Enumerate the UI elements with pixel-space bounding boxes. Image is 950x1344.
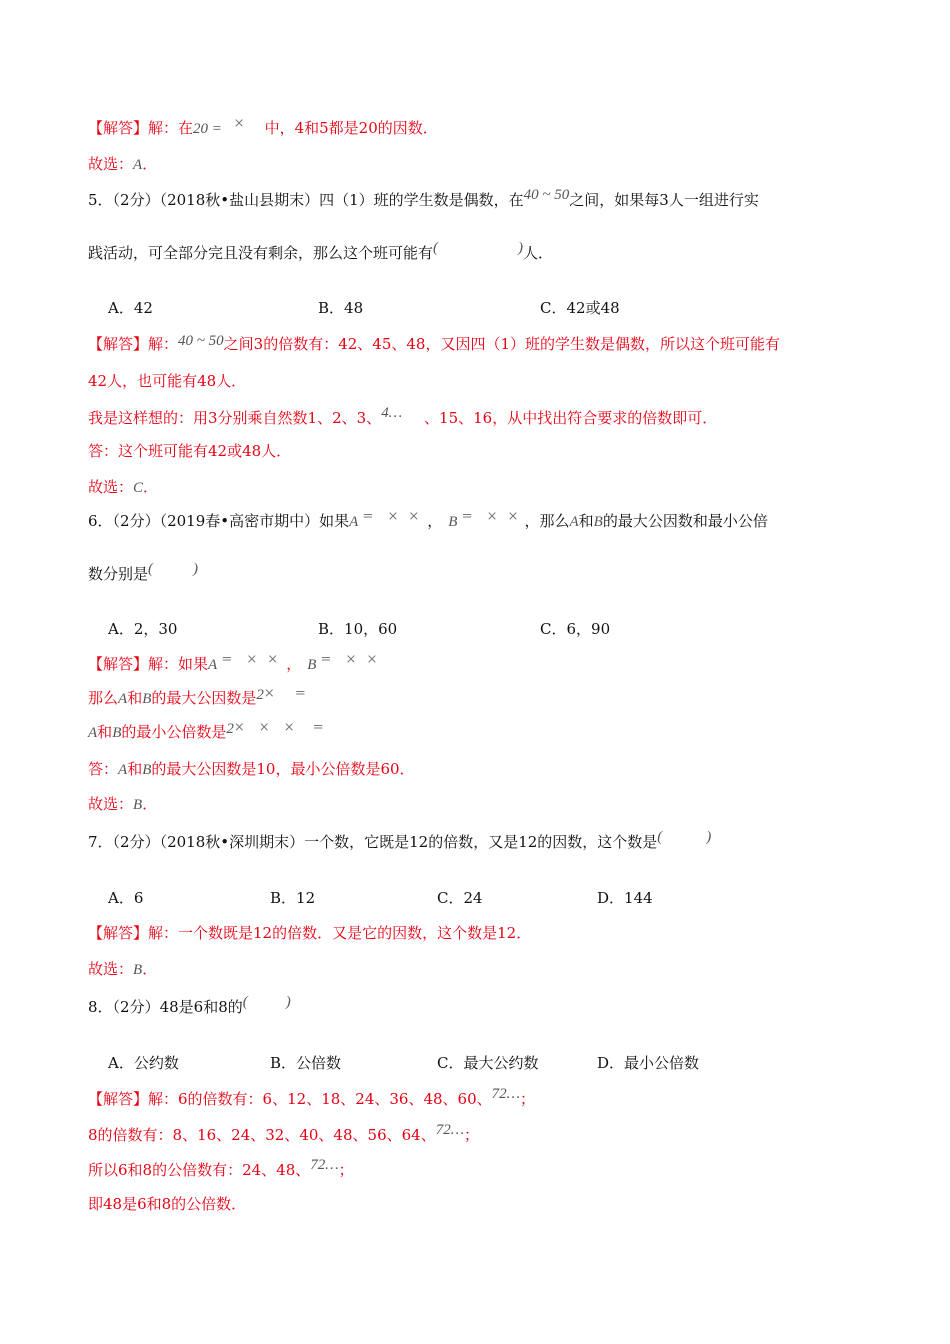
math-expr: 20 = (193, 121, 226, 137)
q7-stem: 7．（2分）（2018秋•深圳期末）一个数，它既是12的倍数，又是12的因数，这个数是( ) (88, 829, 712, 851)
q6-solution-line4: 答：A和B的最大公因数是10，最小公倍数是60． (88, 760, 415, 778)
q5-solution-line1: 【解答】解：40 ~ 50之间3的倍数有：42、45、48，又因四（1）班的学生数是偶数，所以这个班可能有 (88, 333, 781, 353)
solution-tag: 【解答】 (88, 119, 149, 137)
q8-stem: 8．（2分）48是6和8的( ) (88, 994, 291, 1016)
q7-solution: 【解答】解：一个数既是12的倍数．又是它的因数，这个数是12． (88, 924, 532, 942)
q6-solution-line2: 那么A和B的最大公因数是2× = (88, 686, 306, 707)
q5-stem-line2: 践活动，可全部分完且没有剩余，那么这个班可能有( )人． (88, 240, 554, 262)
q6-answer: 故选：B． (88, 795, 158, 813)
q8-solution-line3: 所以6和8的公倍数有：24、48、72…； (88, 1157, 354, 1179)
q4-answer: 故选：A． (88, 155, 158, 173)
q7-option-c[interactable]: C．24 (437, 889, 483, 907)
q6-stem-line1: 6．（2分）（2019春•高密市期中）如果A = × × ， B = × × ，那么A和B的最大公因数和最小公倍 (88, 509, 768, 530)
solution-tag: 【解答】 (88, 655, 149, 673)
q5-answer: 故选：C． (88, 478, 159, 496)
q6-solution-line1: 【解答】解：如果A = × × ， B = × × (88, 652, 378, 673)
q8-option-a[interactable]: A．公约数 (108, 1054, 179, 1072)
q5-stem-line1: 5．（2分）（2018秋•盐山县期末）四（1）班的学生数是偶数，在40 ~ 50之间，如果每3人一组进行实 (88, 187, 759, 209)
q8-option-d[interactable]: D．最小公倍数 (597, 1054, 700, 1072)
solution-tag: 【解答】 (88, 1090, 149, 1108)
q5-solution-line3: 我是这样想的：用3分别乘自然数1、2、3、4… 、15、16，从中找出符合要求的倍数即可． (88, 405, 718, 427)
q7-option-a[interactable]: A．6 (108, 889, 144, 907)
q4-solution-line: 【解答】解：在20 = × 中，4和5都是20的因数． (88, 116, 438, 137)
q7-option-d[interactable]: D．144 (597, 889, 653, 907)
q7-option-b[interactable]: B．12 (270, 889, 316, 907)
q5-option-b[interactable]: B．48 (318, 299, 364, 317)
q8-option-b[interactable]: B．公倍数 (270, 1054, 342, 1072)
q5-solution-line4: 答：这个班可能有42或48人． (88, 442, 292, 460)
q5-solution-line2: 42人，也可能有48人． (88, 372, 247, 390)
q7-answer: 故选：B． (88, 960, 158, 978)
q8-option-c[interactable]: C．最大公约数 (437, 1054, 539, 1072)
q6-solution-line3: A和B的最小公倍数是2× × × = (88, 720, 324, 741)
q6-option-c[interactable]: C．6，90 (540, 620, 611, 638)
q6-option-b[interactable]: B．10，60 (318, 620, 398, 638)
q8-solution-line4: 即48是6和8的公倍数． (88, 1195, 247, 1213)
q6-option-a[interactable]: A．2，30 (108, 620, 178, 638)
q6-stem-line2: 数分别是( ) (88, 561, 199, 583)
q8-solution-line1: 【解答】解：6的倍数有：6、12、18、24、36、48、60、72…； (88, 1086, 535, 1108)
q8-solution-line2: 8的倍数有：8、16、24、32、40、48、56、64、72…； (88, 1122, 480, 1144)
q5-option-a[interactable]: A．42 (108, 299, 153, 317)
solution-tag: 【解答】 (88, 335, 149, 353)
solution-tag: 【解答】 (88, 924, 149, 942)
q5-option-c[interactable]: C．42或48 (540, 299, 620, 317)
